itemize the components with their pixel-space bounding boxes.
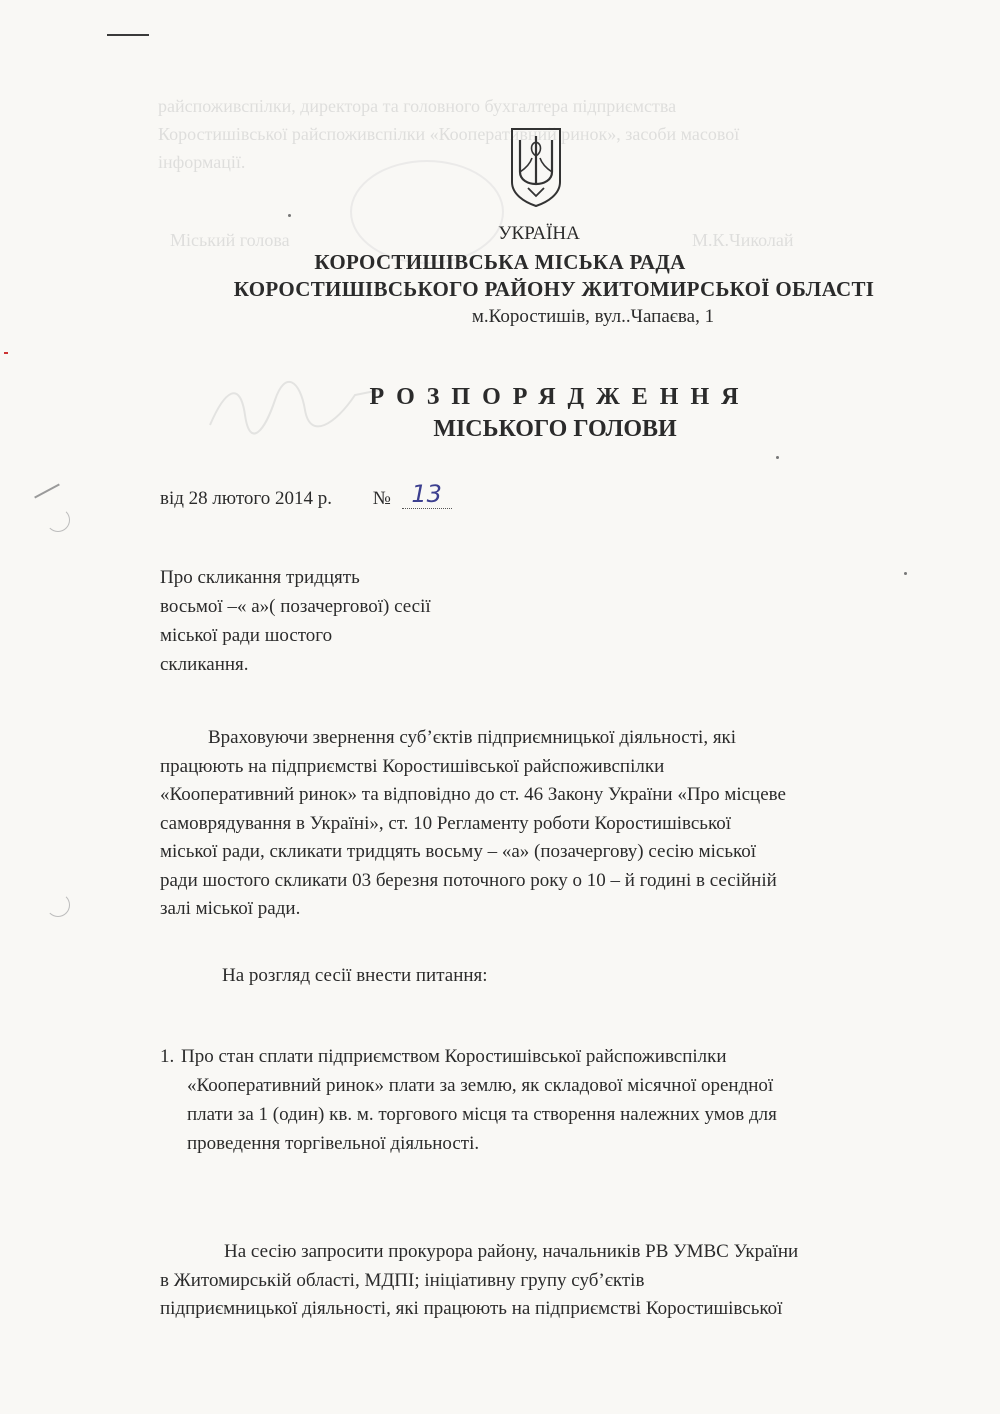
list-item-line: проведення торгівельної діяльності. xyxy=(187,1133,480,1154)
paragraph-line: На сесію запросити прокурора району, начальників РВ УМВС України xyxy=(224,1241,799,1262)
bleed-through-signature-name: М.К.Чиколай xyxy=(692,230,794,250)
speck xyxy=(288,214,291,217)
paragraph-line: «Кооперативний ринок» та відповідно до ст. 46 Закону України «Про місцеве xyxy=(160,784,786,805)
date-line xyxy=(160,482,452,511)
list-item-line: плати за 1 (один) кв. м. торгового місця та створення належних умов для xyxy=(187,1104,777,1125)
bleed-through-signature-title: Міський голова xyxy=(170,230,290,250)
agenda-heading: На розгляд сесії внести питання: xyxy=(222,965,488,986)
trident-emblem-icon xyxy=(508,126,564,208)
subject-block xyxy=(160,563,431,679)
speck xyxy=(776,456,779,459)
paragraph-line: залі міської ради. xyxy=(160,898,301,919)
paragraph-line: самоврядування в Україні», ст. 10 Регламенту роботи Коростишівської xyxy=(160,812,732,834)
subject-line: міської ради шостого xyxy=(160,625,333,646)
document-number: 13 xyxy=(402,480,452,509)
paragraph-line: працюють на підприємстві Коростишівської райспоживспілки xyxy=(160,755,665,777)
speck xyxy=(904,572,907,575)
margin-dash xyxy=(107,34,149,36)
paragraph-line: в Житомирській області, МДПІ; ініціативну групу суб’єктів xyxy=(160,1269,645,1291)
subject-line: Про скликання тридцять xyxy=(160,567,360,588)
list-item-line: Про стан сплати підприємством Коростишівської райспоживспілки xyxy=(181,1046,727,1067)
list-item-line: «Кооперативний ринок» плати за землю, як складової місячної орендної xyxy=(187,1075,774,1096)
list-item-number: 1. xyxy=(160,1046,175,1067)
paragraph-line: ради шостого скликати 03 березня поточного року о 10 – й годині в сесійній xyxy=(160,869,777,891)
bleed-through-line: інформації. xyxy=(158,152,246,172)
subject-line: восьмої –« а»( позачергової) сесії xyxy=(160,596,431,617)
margin-mark xyxy=(4,352,8,354)
main-paragraph xyxy=(160,724,940,924)
bleed-through-line: райспоживспілки, директора та головного бухгалтера підприємства xyxy=(158,96,677,116)
header-district: КОРОСТИШІВСЬКОГО РАЙОНУ ЖИТОМИРСЬКОЇ ОБЛАСТІ xyxy=(233,277,875,301)
document-date: від 28 лютого 2014 р. xyxy=(160,488,332,509)
number-label: № xyxy=(372,488,391,509)
paragraph-line: Враховуючи звернення суб’єктів підприємницької діяльності, які xyxy=(208,727,737,748)
paragraph-line: підприємницької діяльності, які працюють на підприємстві Коростишівської xyxy=(160,1298,783,1319)
bleed-through-line: Коростишівської райспоживспілки «Кооперативний ринок», засоби масової xyxy=(158,124,740,144)
header-council: КОРОСТИШІВСЬКА МІСЬКА РАДА xyxy=(314,250,686,274)
invite-paragraph xyxy=(160,1238,940,1324)
punch-hole xyxy=(46,893,70,917)
bleed-through-seal xyxy=(350,160,504,264)
header-country: УКРАЇНА xyxy=(498,223,580,244)
document-subtitle: МІСЬКОГО ГОЛОВИ xyxy=(433,416,677,442)
margin-tick xyxy=(34,484,60,499)
subject-line: скликання. xyxy=(160,654,249,675)
paragraph-line: міської ради, скликати тридцять восьму – «а» (позачергову) сесію міської xyxy=(160,841,757,862)
punch-hole xyxy=(46,508,70,532)
agenda-heading-paragraph xyxy=(160,962,940,991)
document-type-title: РОЗПОРЯДЖЕННЯ xyxy=(369,384,751,410)
header-address: м.Коростишів, вул..Чапаєва, 1 xyxy=(471,306,715,327)
